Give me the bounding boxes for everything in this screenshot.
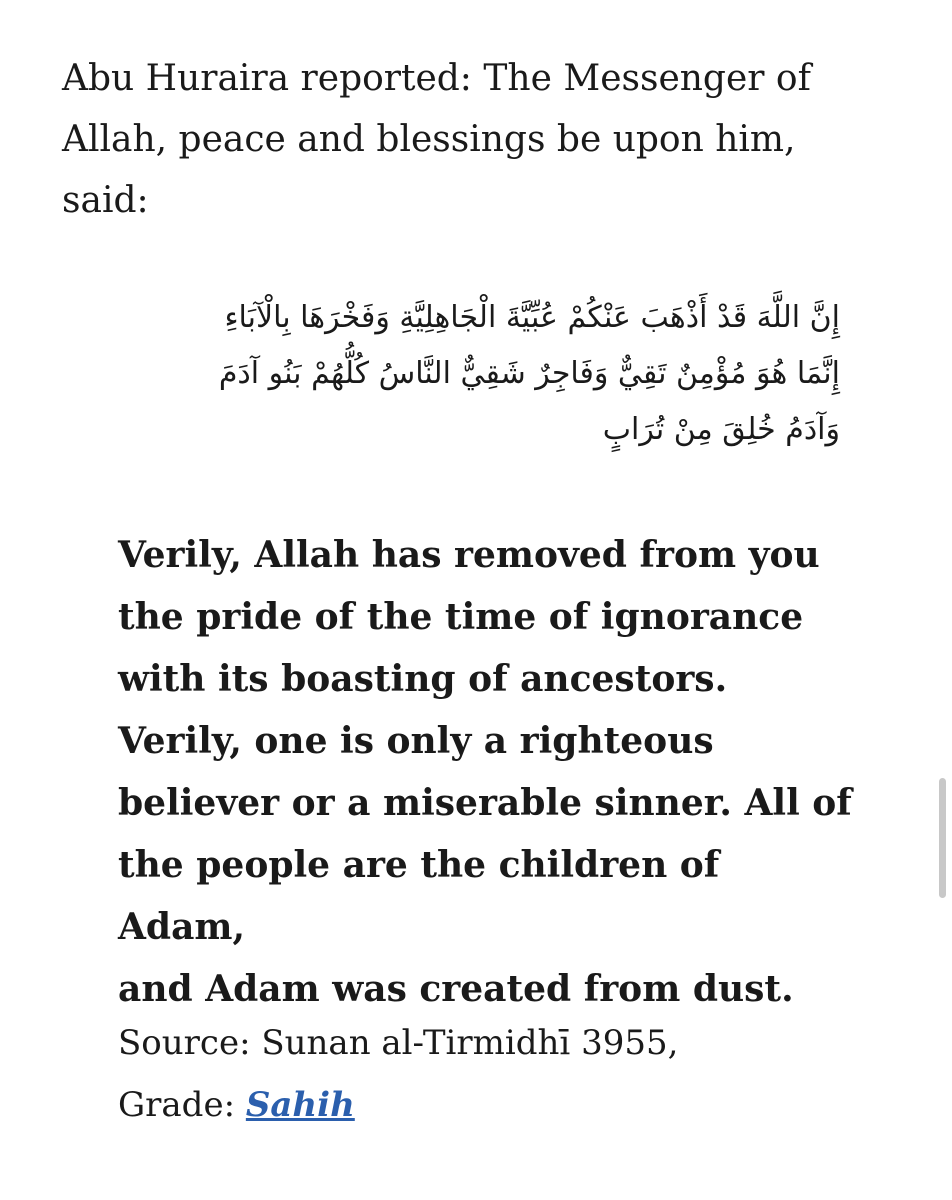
arabic-line-3: وَآدَمُ خُلِقَ مِنْ تُرَابٍ (602, 412, 840, 447)
grade-label: Grade: (118, 1085, 246, 1125)
source-line: Source: Sunan al-Tirmidhī 3955, (118, 1023, 679, 1063)
intro-line-1: Abu Huraira reported: The Messenger of (62, 58, 811, 99)
translation-text (118, 524, 858, 1020)
translation-line-4: Verily, one is only a righteous (118, 720, 714, 762)
translation-line-7: and Adam was created from dust. (118, 968, 794, 1010)
narrator-intro (62, 48, 862, 231)
arabic-text (120, 290, 840, 458)
arabic-line-2: إِنَّمَا هُوَ مُؤْمِنٌ تَقِيٌّ وَفَاجِرٌ شَقِيٌّ النَّاسُ كُلُّهُمْ بَنُو آدَمَ (218, 356, 840, 391)
source-citation (118, 1012, 858, 1136)
translation-line-5: believer or a miserable sinner. All of (118, 782, 852, 824)
translation-line-2: the pride of the time of ignorance (118, 596, 804, 638)
translation-line-6: the people are the children of Adam, (118, 844, 720, 948)
arabic-line-1: إِنَّ اللَّهَ قَدْ أَذْهَبَ عَنْكُمْ عُبِّيَّةَ الْجَاهِلِيَّةِ وَفَخْرَهَا بِالْآبَاءِ (224, 300, 840, 335)
translation-line-1: Verily, Allah has removed from you (118, 534, 820, 576)
intro-line-3: said: (62, 180, 149, 221)
scrollbar-thumb[interactable] (939, 778, 946, 898)
grade-link[interactable]: Sahih (245, 1085, 355, 1125)
translation-line-3: with its boasting of ancestors. (118, 658, 728, 700)
intro-line-2: Allah, peace and blessings be upon him, (62, 119, 796, 160)
